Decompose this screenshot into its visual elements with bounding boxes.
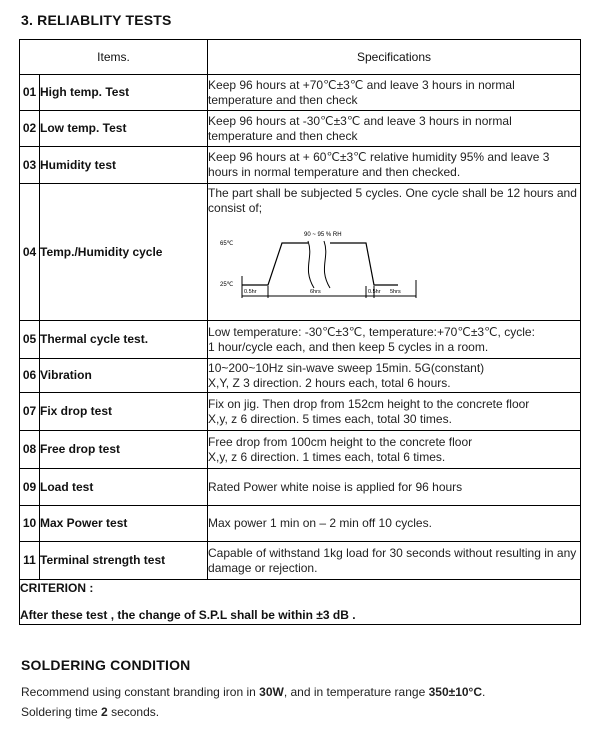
cycle-profile-line <box>242 243 308 285</box>
segment-label: 0.5hr <box>244 289 257 295</box>
soldering-line-2 <box>21 705 159 719</box>
spec-line: hours in normal temperature and then checked. <box>208 165 461 179</box>
criterion-row <box>20 580 581 625</box>
table-row <box>20 506 581 542</box>
spec-line: Rated Power white noise is applied for 96 hours <box>208 479 463 494</box>
spec-line: Keep 96 hours at + 60℃±3℃ relative humidity 95% and leave 3 <box>208 150 550 164</box>
soldering-text: seconds. <box>107 705 160 719</box>
cycle-profile-line-2 <box>330 243 398 285</box>
segment-label: 6hrs <box>310 289 321 295</box>
row-number: 11 <box>20 542 40 580</box>
row-spec <box>208 506 581 542</box>
row-spec <box>208 393 581 431</box>
row-number: 04 <box>20 184 40 321</box>
row-number: 08 <box>20 431 40 469</box>
table-row <box>20 393 581 431</box>
row-item: Load test <box>40 469 208 506</box>
spec-line: 1 hour/cycle each, and then keep 5 cycles in a room. <box>208 339 489 354</box>
spec-line: Low temperature: -30℃±3℃, temperature:+70℃±3℃, cycle: <box>208 324 535 339</box>
soldering-title: SOLDERING CONDITION <box>21 657 191 673</box>
spec-line: Keep 96 hours at +70℃±3℃ and leave 3 hours in normal <box>208 77 515 92</box>
row-number: 10 <box>20 506 40 542</box>
row-item: Max Power test <box>40 506 208 542</box>
row-spec <box>208 359 581 393</box>
row-number: 07 <box>20 393 40 431</box>
spec-line: temperature and then check <box>208 92 358 107</box>
table-row <box>20 184 581 321</box>
row-spec <box>208 75 581 111</box>
items-header: Items. <box>20 40 208 75</box>
row-number: 05 <box>20 321 40 359</box>
spec-line: consist of; <box>208 201 263 215</box>
criterion-label: CRITERION : <box>20 581 94 595</box>
table-row <box>20 469 581 506</box>
reliability-table <box>19 39 581 625</box>
table-row <box>20 359 581 393</box>
soldering-text: Soldering time <box>21 705 102 719</box>
spec-line: temperature and then check <box>208 128 358 143</box>
criterion-text: After these test , the change of S.P.L shall be within ±3 dB . <box>20 608 356 622</box>
segment-label: 0.5hr <box>368 289 381 295</box>
row-spec <box>208 321 581 359</box>
spec-line: Free drop from 100cm height to the concrete floor <box>208 434 473 449</box>
criterion-cell <box>20 580 581 625</box>
row-item: Fix drop test <box>40 393 208 431</box>
soldering-line-1 <box>21 685 485 699</box>
spec-line: Capable of withstand 1kg load for 30 seconds without resulting in any <box>208 545 577 560</box>
row-number: 01 <box>20 75 40 111</box>
row-item: Free drop test <box>40 431 208 469</box>
spec-line: The part shall be subjected 5 cycles. One cycle shall be 12 hours and <box>208 186 577 200</box>
table-header-row <box>20 40 581 75</box>
spec-line: X,Y, Z 3 direction. 2 hours each, total 6 hours. <box>208 375 451 390</box>
soldering-temperature: 350±10°C <box>428 685 483 699</box>
row-item: Thermal cycle test. <box>40 321 208 359</box>
spec-line: Fix on jig. Then drop from 152cm height to the concrete floor <box>208 396 530 411</box>
soldering-text: . <box>482 685 486 699</box>
row-spec <box>208 431 581 469</box>
table-row <box>20 542 581 580</box>
row-number: 02 <box>20 111 40 147</box>
humidity-label: 90 ~ 95 % RH <box>304 232 342 238</box>
break-mark-2 <box>324 241 330 288</box>
row-number: 03 <box>20 147 40 184</box>
low-temp-label: 25℃ <box>220 282 234 288</box>
specifications-header: Specifications <box>208 40 581 75</box>
row-item: Terminal strength test <box>40 542 208 580</box>
table-row <box>20 111 581 147</box>
temp-humidity-cycle-diagram <box>220 228 438 300</box>
spec-line: damage or rejection. <box>208 560 318 575</box>
row-spec <box>208 184 581 321</box>
row-item: Temp./Humidity cycle <box>40 184 208 321</box>
row-item: Vibration <box>40 359 208 393</box>
row-item: Low temp. Test <box>40 111 208 147</box>
row-spec <box>208 111 581 147</box>
soldering-time: 2 <box>101 705 108 719</box>
section-title: 3. RELIABLITY TESTS <box>21 12 172 28</box>
row-item: Humidity test <box>40 147 208 184</box>
spec-line: 10~200~10Hz sin-wave sweep 15min. 5G(constant) <box>208 360 485 375</box>
row-spec <box>208 469 581 506</box>
spec-line: X,y, z 6 direction. 1 times each, total 6 times. <box>208 449 446 464</box>
high-temp-label: 65℃ <box>220 241 234 247</box>
row-item: High temp. Test <box>40 75 208 111</box>
row-number: 06 <box>20 359 40 393</box>
soldering-text: , and in temperature range <box>283 685 429 699</box>
table-row <box>20 147 581 184</box>
row-number: 09 <box>20 469 40 506</box>
row-spec <box>208 147 581 184</box>
spec-line: X,y, z 6 direction. 5 times each, total 30 times. <box>208 411 452 426</box>
soldering-text: Recommend using constant branding iron in <box>21 685 260 699</box>
break-mark-1 <box>308 241 314 288</box>
table-row <box>20 75 581 111</box>
table-row <box>20 321 581 359</box>
segment-label: 5hrs <box>390 289 401 295</box>
spec-line: Max power 1 min on – 2 min off 10 cycles. <box>208 516 432 530</box>
row-spec <box>208 542 581 580</box>
soldering-power: 30W <box>259 685 284 699</box>
spec-line: Keep 96 hours at -30℃±3℃ and leave 3 hours in normal <box>208 113 512 128</box>
table-row <box>20 431 581 469</box>
